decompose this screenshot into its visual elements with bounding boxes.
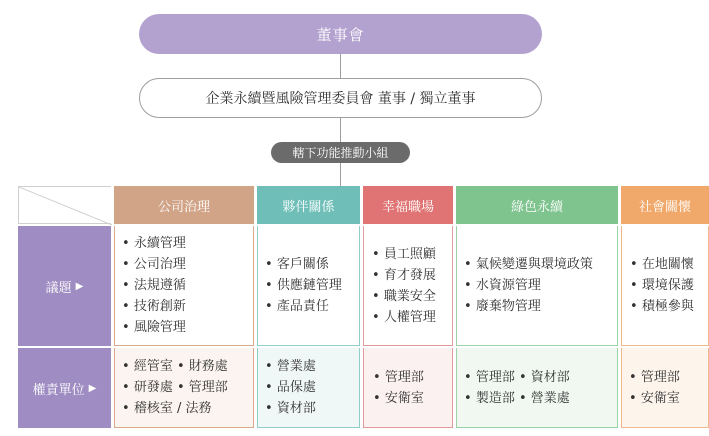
list-item: • 營業處 <box>265 356 359 377</box>
issues-green <box>456 226 618 346</box>
row-label-issues <box>18 226 111 346</box>
corner-diagonal <box>19 187 112 225</box>
committee-node <box>139 78 542 118</box>
units-governance <box>114 348 254 428</box>
units-green <box>456 348 618 428</box>
list-item: • 廢棄物管理 <box>464 296 617 317</box>
list-item: • 風險管理 <box>122 317 253 338</box>
row-label-units <box>18 348 111 428</box>
row-label-text: 議題 <box>45 280 72 296</box>
list-item: • 稽核室 / 法務 <box>122 398 253 419</box>
column-header-governance <box>114 186 254 224</box>
list-item: • 品保處 <box>265 377 359 398</box>
list-item: • 氣候變遷與環境政策 <box>464 254 617 275</box>
list-item: • 管理部 <box>629 367 708 388</box>
column-header-workplace <box>363 186 453 224</box>
list-item: • 管理部 <box>373 367 452 388</box>
taskforce-label: 轄下功能推動小組 <box>292 146 389 160</box>
list-item: • 技術創新 <box>122 296 253 317</box>
board-label: 董事會 <box>316 25 365 44</box>
list-item: • 製造部 • 營業處 <box>464 388 617 409</box>
list-item: • 管理部 • 資材部 <box>464 367 617 388</box>
board-node <box>139 14 542 54</box>
triangle-right-icon: ▶ <box>75 280 84 292</box>
list-item: • 產品責任 <box>265 296 359 317</box>
units-workplace <box>363 348 453 428</box>
list-item: • 安衛室 <box>629 388 708 409</box>
column-header-green <box>456 186 618 224</box>
list-item: • 環境保護 <box>630 275 708 296</box>
issues-governance <box>114 226 254 346</box>
column-header-label: 綠色永續 <box>510 199 563 215</box>
column-header-label: 公司治理 <box>157 199 210 215</box>
taskforce-node <box>271 142 410 163</box>
units-partners <box>257 348 360 428</box>
committee-label: 企業永續暨風險管理委員會 董事 / 獨立董事 <box>205 91 476 107</box>
table-corner <box>18 186 111 224</box>
connector-taskforce-table <box>340 163 341 186</box>
connector-board-committee <box>340 54 341 78</box>
list-item: • 人權管理 <box>372 307 452 328</box>
issues-partners <box>257 226 360 346</box>
list-item: • 職業安全 <box>372 286 452 307</box>
list-item: • 水資源管理 <box>464 275 617 296</box>
column-header-social <box>621 186 709 224</box>
column-header-label: 幸福職場 <box>381 199 434 215</box>
list-item: • 客戶關係 <box>265 254 359 275</box>
list-item: • 研發處 • 管理部 <box>122 377 253 398</box>
triangle-right-icon: ▶ <box>88 382 97 394</box>
row-label-text: 權責單位 <box>32 382 85 398</box>
list-item: • 供應鏈管理 <box>265 275 359 296</box>
column-header-label: 社會關懷 <box>638 199 691 215</box>
issues-social <box>621 226 709 346</box>
list-item: • 經管室 • 財務處 <box>122 356 253 377</box>
list-item: • 積極參與 <box>630 296 708 317</box>
list-item: • 員工照顧 <box>372 244 452 265</box>
responsibility-table <box>18 186 709 428</box>
list-item: • 安衛室 <box>373 388 452 409</box>
list-item: • 在地關懷 <box>630 254 708 275</box>
connector-committee-taskforce <box>340 118 341 142</box>
list-item: • 公司治理 <box>122 254 253 275</box>
list-item: • 永續管理 <box>122 233 253 254</box>
column-header-label: 夥伴關係 <box>282 199 335 215</box>
issues-workplace <box>363 226 453 346</box>
column-header-partners <box>257 186 360 224</box>
list-item: • 法規遵循 <box>122 275 253 296</box>
list-item: • 育才發展 <box>372 265 452 286</box>
list-item: • 資材部 <box>265 398 359 419</box>
units-social <box>621 348 709 428</box>
